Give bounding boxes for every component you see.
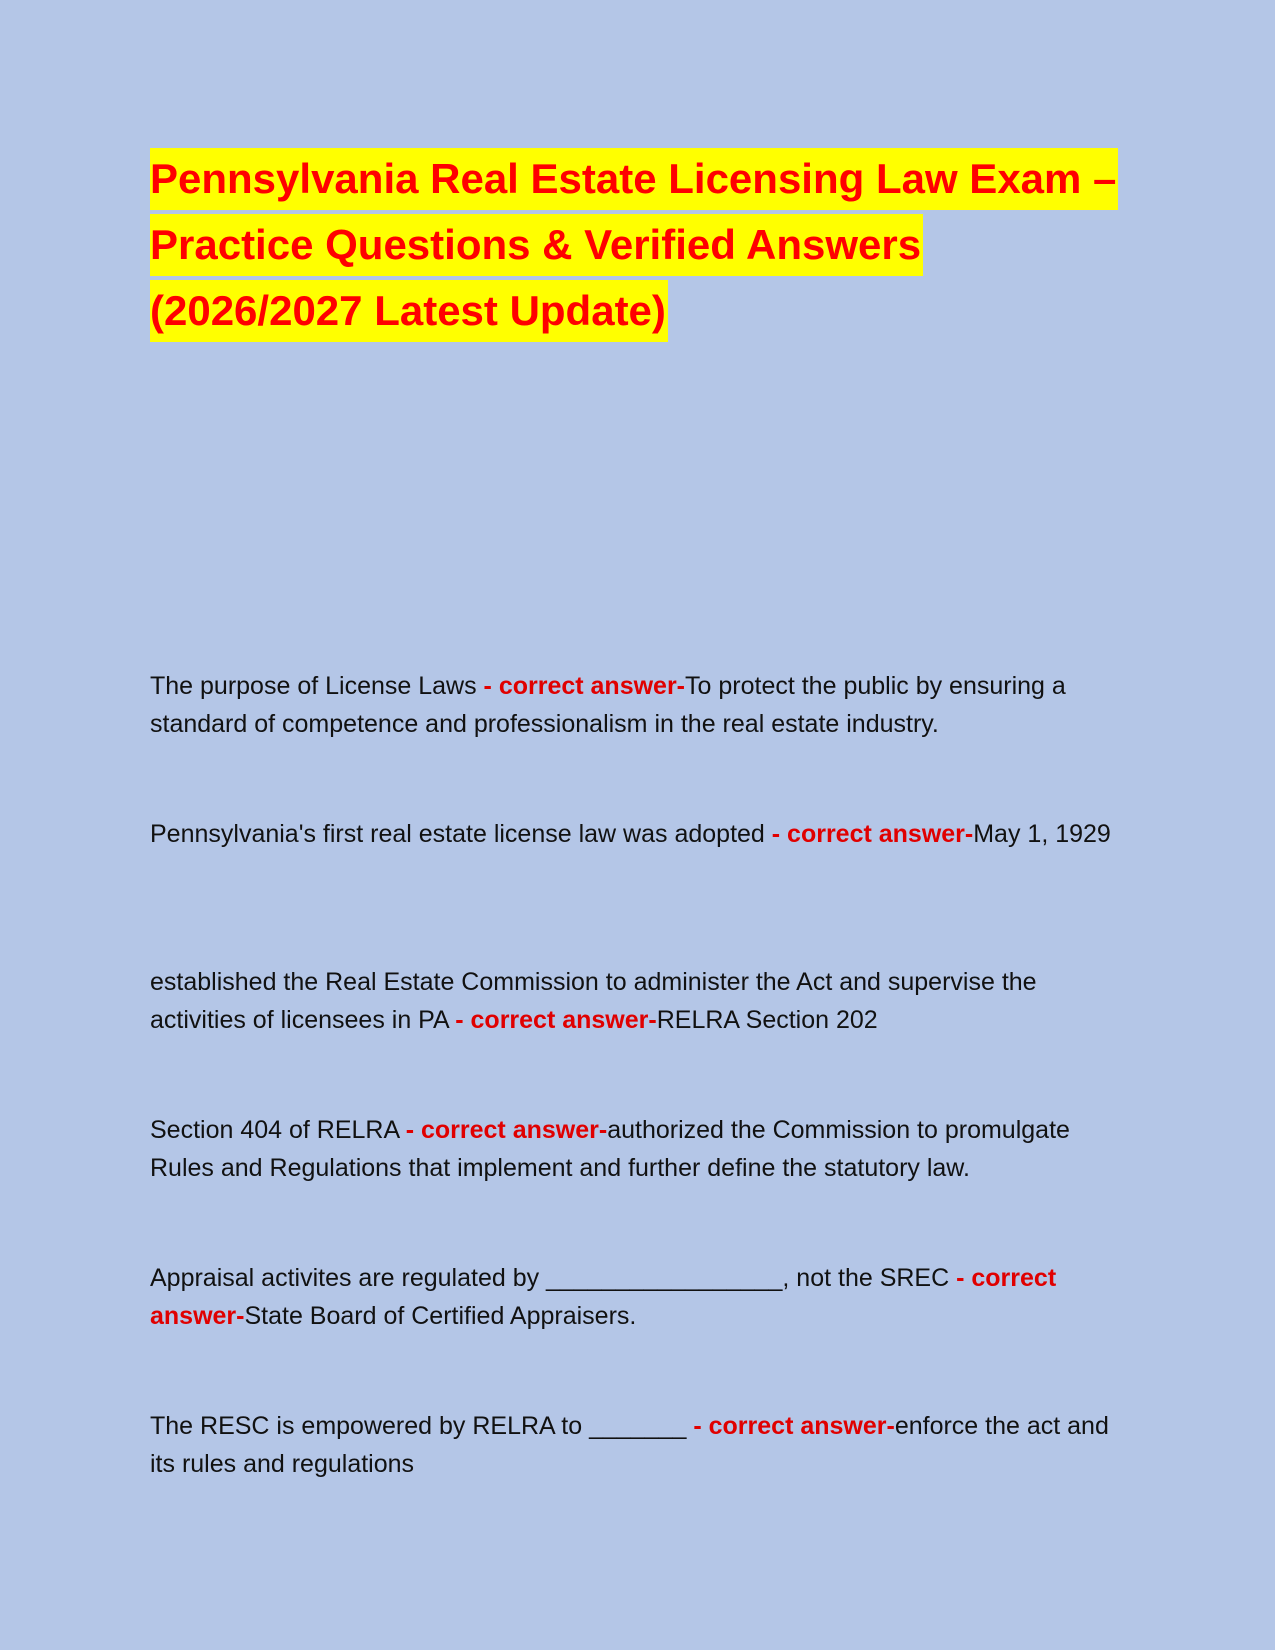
title-line-1 bbox=[150, 148, 1140, 214]
title-text-2: Practice Questions & Verified Answers bbox=[150, 214, 923, 276]
title-line-3 bbox=[150, 280, 1140, 346]
title-text-1: Pennsylvania Real Estate Licensing Law Exam – bbox=[150, 148, 1118, 210]
answer-text: State Board of Certified Appraisers. bbox=[244, 1302, 637, 1330]
title-line-2 bbox=[150, 214, 1140, 280]
answer-text: To protect the public by ensuring a standard of competence and professionalism in the real estate industry. bbox=[150, 672, 1066, 738]
document-title bbox=[150, 148, 1140, 346]
qa-item-4 bbox=[150, 1111, 1130, 1187]
answer-text: enforce the act and its rules and regulations bbox=[150, 1412, 1109, 1478]
question-text: Appraisal activites are regulated by _________________, not the SREC bbox=[150, 1264, 957, 1292]
qa-item-2 bbox=[150, 815, 1130, 853]
correct-answer-label: - correct answer- bbox=[771, 820, 974, 848]
correct-answer-label: - correct answer- bbox=[150, 1264, 1057, 1330]
correct-answer-label: - correct answer- bbox=[405, 1116, 608, 1144]
qa-item-6 bbox=[150, 1407, 1130, 1483]
qa-item-5 bbox=[150, 1259, 1130, 1335]
question-text: Section 404 of RELRA bbox=[150, 1116, 406, 1144]
question-text: Pennsylvania's first real estate license law was adopted bbox=[150, 820, 772, 848]
answer-text: RELRA Section 202 bbox=[656, 1006, 878, 1034]
question-text: The RESC is empowered by RELRA to _______ bbox=[150, 1412, 694, 1440]
question-text: The purpose of License Laws bbox=[150, 672, 484, 700]
question-text: established the Real Estate Commission to administer the Act and supervise the activities of licensees in PA bbox=[150, 968, 1037, 1034]
qa-item-3 bbox=[150, 963, 1130, 1039]
correct-answer-label: - correct answer- bbox=[455, 1006, 657, 1034]
title-text-3: (2026/2027 Latest Update) bbox=[150, 280, 668, 342]
answer-text: May 1, 1929 bbox=[973, 820, 1111, 848]
correct-answer-label: - correct answer- bbox=[693, 1412, 895, 1440]
correct-answer-label: - correct answer- bbox=[483, 672, 686, 700]
answer-text: authorized the Commission to promulgate Rules and Regulations that implement and further define the statutory law. bbox=[150, 1116, 1070, 1182]
qa-item-1 bbox=[150, 667, 1130, 743]
